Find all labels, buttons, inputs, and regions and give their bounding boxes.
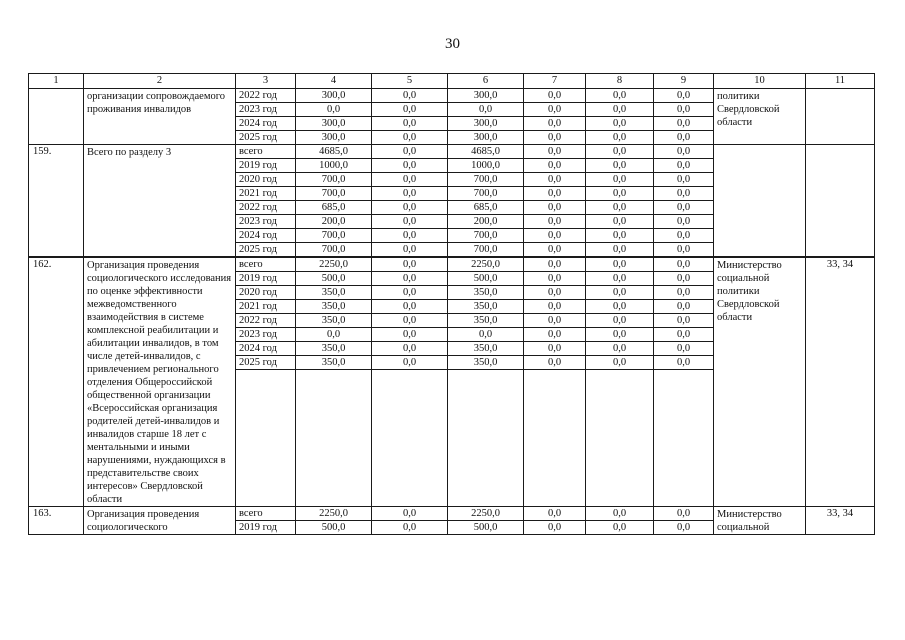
amount-cell: 200,0 xyxy=(296,215,372,229)
amount-cell: 0,0 xyxy=(524,257,586,272)
table-row xyxy=(29,257,875,272)
amount-cell: 350,0 xyxy=(296,300,372,314)
column-header: 6 xyxy=(448,74,524,89)
period-cell: 2024 год xyxy=(236,229,296,243)
amount-cell: 0,0 xyxy=(524,286,586,300)
amount-cell: 1000,0 xyxy=(296,159,372,173)
amount-cell: 0,0 xyxy=(586,328,654,342)
period-cell: 2024 год xyxy=(236,342,296,356)
amount-cell: 0,0 xyxy=(654,131,714,145)
amount-cell: 4685,0 xyxy=(296,145,372,159)
amount-cell: 0,0 xyxy=(524,145,586,159)
amount-cell: 0,0 xyxy=(654,215,714,229)
period-cell: 2020 год xyxy=(236,173,296,187)
amount-cell: 500,0 xyxy=(448,521,524,535)
amount-cell: 350,0 xyxy=(448,314,524,328)
amount-cell: 500,0 xyxy=(296,521,372,535)
amount-cell: 0,0 xyxy=(654,187,714,201)
amount-cell: 300,0 xyxy=(296,89,372,103)
amount-cell: 300,0 xyxy=(296,131,372,145)
item-number: 163. xyxy=(29,507,84,535)
amount-cell: 0,0 xyxy=(372,356,448,370)
amount-cell: 0,0 xyxy=(372,215,448,229)
amount-cell: 700,0 xyxy=(296,243,372,258)
amount-cell: 0,0 xyxy=(586,521,654,535)
amount-cell: 0,0 xyxy=(654,145,714,159)
amount-cell: 300,0 xyxy=(296,117,372,131)
column-header: 5 xyxy=(372,74,448,89)
amount-cell: 0,0 xyxy=(372,328,448,342)
amount-cell: 0,0 xyxy=(372,187,448,201)
amount-cell: 350,0 xyxy=(448,300,524,314)
amount-cell: 0,0 xyxy=(448,328,524,342)
amount-cell: 0,0 xyxy=(372,117,448,131)
amount-cell: 0,0 xyxy=(654,314,714,328)
amount-cell: 200,0 xyxy=(448,215,524,229)
amount-cell: 0,0 xyxy=(372,89,448,103)
amount-cell: 0,0 xyxy=(654,229,714,243)
target-indicator-codes: 33, 34 xyxy=(806,507,875,535)
item-number: 159. xyxy=(29,145,84,258)
period-cell: 2019 год xyxy=(236,272,296,286)
target-indicator-codes xyxy=(806,89,875,145)
period-cell: 2022 год xyxy=(236,201,296,215)
amount-cell: 700,0 xyxy=(296,173,372,187)
item-number xyxy=(29,89,84,145)
amount-cell: 700,0 xyxy=(448,243,524,258)
amount-cell: 700,0 xyxy=(296,229,372,243)
period-cell: 2025 год xyxy=(236,131,296,145)
amount-cell: 300,0 xyxy=(448,131,524,145)
amount-cell: 0,0 xyxy=(372,257,448,272)
column-header: 11 xyxy=(806,74,875,89)
amount-cell: 0,0 xyxy=(296,103,372,117)
amount-cell: 0,0 xyxy=(654,159,714,173)
amount-cell: 0,0 xyxy=(296,328,372,342)
amount-cell: 0,0 xyxy=(372,300,448,314)
amount-cell: 0,0 xyxy=(654,243,714,258)
period-cell: 2022 год xyxy=(236,89,296,103)
amount-cell: 0,0 xyxy=(654,328,714,342)
amount-cell: 0,0 xyxy=(524,159,586,173)
amount-cell: 350,0 xyxy=(296,286,372,300)
amount-cell: 0,0 xyxy=(524,300,586,314)
column-header: 9 xyxy=(654,74,714,89)
amount-cell: 0,0 xyxy=(524,229,586,243)
amount-cell: 0,0 xyxy=(586,272,654,286)
period-cell: 2023 год xyxy=(236,215,296,229)
period-cell: 2021 год xyxy=(236,300,296,314)
amount-cell: 350,0 xyxy=(296,342,372,356)
amount-cell: 2250,0 xyxy=(448,507,524,521)
amount-cell: 0,0 xyxy=(524,187,586,201)
amount-cell: 350,0 xyxy=(448,356,524,370)
amount-cell: 0,0 xyxy=(372,159,448,173)
amount-cell: 0,0 xyxy=(524,215,586,229)
amount-cell: 0,0 xyxy=(524,103,586,117)
amount-cell: 2250,0 xyxy=(296,507,372,521)
period-cell: всего xyxy=(236,507,296,521)
table-row xyxy=(29,89,875,103)
amount-cell: 0,0 xyxy=(524,243,586,258)
amount-cell: 0,0 xyxy=(586,131,654,145)
amount-cell: 0,0 xyxy=(524,89,586,103)
period-cell: 2019 год xyxy=(236,159,296,173)
empty-cell xyxy=(372,370,448,507)
amount-cell: 500,0 xyxy=(296,272,372,286)
amount-cell: 0,0 xyxy=(654,356,714,370)
amount-cell: 0,0 xyxy=(654,521,714,535)
column-number-row xyxy=(29,74,875,89)
amount-cell: 0,0 xyxy=(524,117,586,131)
executor-cell xyxy=(714,145,806,258)
amount-cell: 0,0 xyxy=(586,314,654,328)
table-row xyxy=(29,145,875,159)
amount-cell: 0,0 xyxy=(372,342,448,356)
amount-cell: 0,0 xyxy=(586,187,654,201)
amount-cell: 0,0 xyxy=(654,103,714,117)
amount-cell: 0,0 xyxy=(372,173,448,187)
amount-cell: 0,0 xyxy=(586,342,654,356)
amount-cell: 0,0 xyxy=(654,257,714,272)
period-cell: 2024 год xyxy=(236,117,296,131)
amount-cell: 0,0 xyxy=(586,117,654,131)
amount-cell: 0,0 xyxy=(524,328,586,342)
period-cell: 2019 год xyxy=(236,521,296,535)
amount-cell: 0,0 xyxy=(524,314,586,328)
column-header: 8 xyxy=(586,74,654,89)
period-cell: 2025 год xyxy=(236,356,296,370)
period-cell: всего xyxy=(236,257,296,272)
period-cell: 2021 год xyxy=(236,187,296,201)
empty-cell xyxy=(524,370,586,507)
column-header: 4 xyxy=(296,74,372,89)
amount-cell: 0,0 xyxy=(654,201,714,215)
amount-cell: 2250,0 xyxy=(448,257,524,272)
table-body xyxy=(29,89,875,535)
period-cell: 2023 год xyxy=(236,328,296,342)
amount-cell: 0,0 xyxy=(586,215,654,229)
amount-cell: 0,0 xyxy=(586,145,654,159)
period-cell: 2025 год xyxy=(236,243,296,258)
amount-cell: 0,0 xyxy=(372,229,448,243)
amount-cell: 0,0 xyxy=(372,243,448,258)
period-cell: 2022 год xyxy=(236,314,296,328)
amount-cell: 0,0 xyxy=(586,356,654,370)
amount-cell: 0,0 xyxy=(524,272,586,286)
empty-cell xyxy=(236,370,296,507)
amount-cell: 700,0 xyxy=(448,229,524,243)
amount-cell: 0,0 xyxy=(654,300,714,314)
amount-cell: 0,0 xyxy=(654,89,714,103)
amount-cell: 0,0 xyxy=(654,507,714,521)
amount-cell: 0,0 xyxy=(586,300,654,314)
amount-cell: 0,0 xyxy=(654,342,714,356)
table-row xyxy=(29,507,875,521)
amount-cell: 300,0 xyxy=(448,89,524,103)
amount-cell: 350,0 xyxy=(296,356,372,370)
item-number: 162. xyxy=(29,257,84,507)
amount-cell: 685,0 xyxy=(296,201,372,215)
amount-cell: 0,0 xyxy=(586,243,654,258)
amount-cell: 0,0 xyxy=(586,201,654,215)
amount-cell: 0,0 xyxy=(524,201,586,215)
target-indicator-codes xyxy=(806,145,875,258)
amount-cell: 0,0 xyxy=(654,286,714,300)
amount-cell: 0,0 xyxy=(524,173,586,187)
amount-cell: 2250,0 xyxy=(296,257,372,272)
amount-cell: 0,0 xyxy=(586,286,654,300)
amount-cell: 0,0 xyxy=(654,173,714,187)
period-cell: 2020 год xyxy=(236,286,296,300)
amount-cell: 1000,0 xyxy=(448,159,524,173)
column-header: 1 xyxy=(29,74,84,89)
period-cell: 2023 год xyxy=(236,103,296,117)
amount-cell: 4685,0 xyxy=(448,145,524,159)
amount-cell: 0,0 xyxy=(654,117,714,131)
amount-cell: 685,0 xyxy=(448,201,524,215)
amount-cell: 700,0 xyxy=(296,187,372,201)
amount-cell: 0,0 xyxy=(586,229,654,243)
amount-cell: 0,0 xyxy=(524,507,586,521)
amount-cell: 0,0 xyxy=(586,103,654,117)
amount-cell: 0,0 xyxy=(372,314,448,328)
amount-cell: 0,0 xyxy=(654,272,714,286)
amount-cell: 500,0 xyxy=(448,272,524,286)
amount-cell: 0,0 xyxy=(372,201,448,215)
executor-cell: политики Свердловской области xyxy=(714,89,806,145)
period-cell: всего xyxy=(236,145,296,159)
target-indicator-codes: 33, 34 xyxy=(806,257,875,507)
column-header: 2 xyxy=(84,74,236,89)
amount-cell: 0,0 xyxy=(372,131,448,145)
amount-cell: 0,0 xyxy=(372,521,448,535)
column-header: 7 xyxy=(524,74,586,89)
executor-cell: Министерство социальной xyxy=(714,507,806,535)
item-description: организации сопровождаемого проживания инвалидов xyxy=(84,89,236,145)
amount-cell: 350,0 xyxy=(448,342,524,356)
empty-cell xyxy=(296,370,372,507)
amount-cell: 0,0 xyxy=(524,131,586,145)
column-header: 10 xyxy=(714,74,806,89)
amount-cell: 0,0 xyxy=(524,521,586,535)
amount-cell: 350,0 xyxy=(448,286,524,300)
page-number: 30 xyxy=(445,36,460,52)
empty-cell xyxy=(448,370,524,507)
item-description: Организация проведения социологического xyxy=(84,507,236,535)
budget-table xyxy=(28,73,875,535)
amount-cell: 300,0 xyxy=(448,117,524,131)
amount-cell: 0,0 xyxy=(586,89,654,103)
amount-cell: 0,0 xyxy=(372,286,448,300)
amount-cell: 0,0 xyxy=(586,507,654,521)
amount-cell: 700,0 xyxy=(448,187,524,201)
amount-cell: 350,0 xyxy=(296,314,372,328)
empty-cell xyxy=(586,370,654,507)
amount-cell: 0,0 xyxy=(524,342,586,356)
amount-cell: 0,0 xyxy=(524,356,586,370)
amount-cell: 0,0 xyxy=(448,103,524,117)
amount-cell: 0,0 xyxy=(586,257,654,272)
amount-cell: 0,0 xyxy=(586,173,654,187)
amount-cell: 700,0 xyxy=(448,173,524,187)
amount-cell: 0,0 xyxy=(586,159,654,173)
amount-cell: 0,0 xyxy=(372,103,448,117)
amount-cell: 0,0 xyxy=(372,507,448,521)
amount-cell: 0,0 xyxy=(372,272,448,286)
empty-cell xyxy=(654,370,714,507)
amount-cell: 0,0 xyxy=(372,145,448,159)
item-description: Всего по разделу 3 xyxy=(84,145,236,258)
executor-cell: Министерство социальной политики Свердловской области xyxy=(714,257,806,507)
item-description: Организация проведения социологического исследования по оценке эффективности межведомственного взаимодействия в системе комплексной реабилитации и абилитации инвалидов, в том числе детей-инвалидов, с привлечением регионального отделения Общероссийской общественной организации «Всероссийская организация родителей детей-инвалидов и инвалидов старше 18 лет с ментальными и иными нарушениями, нуждающихся в представительстве своих интересов» Свердловской области xyxy=(84,257,236,507)
column-header: 3 xyxy=(236,74,296,89)
